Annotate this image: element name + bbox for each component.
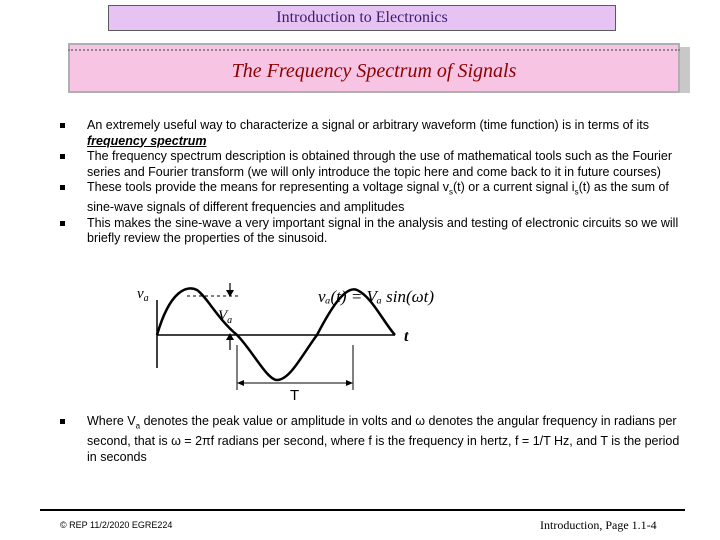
footer-page-number: Introduction, Page 1.1-4 (540, 518, 657, 532)
list-item: The frequency spectrum description is obtained through the use of mathematical tools such as the Fourier series and Fourier transform (we will only introduce the topic here and come back to it in future courses) (60, 149, 680, 180)
y-axis-label: $v_a$ (137, 286, 149, 304)
arrow-left-icon (237, 380, 244, 386)
arrow-right-icon (346, 380, 353, 386)
sinusoid-equation: vₐ(t) = Vₐ sin(ωt) (318, 287, 435, 306)
slide-title: The Frequency Spectrum of Signals (231, 60, 517, 82)
list-item: Where $V_a$ denotes the peak value or amplitude in volts and ω denotes the angular frequency in radians per second, that is ω = 2πf radians per second, where f is the frequency in hertz, f = 1/T Hz, and T is the period in seconds (60, 414, 680, 465)
footer-copyright: © REP 11/2/2020 EGRE224 (60, 520, 173, 530)
arrow-head-up-icon (226, 333, 234, 340)
list-item: An extremely useful way to characterize a signal or arbitrary waveform (time function) is in terms of its frequency spectrum (60, 118, 680, 149)
frequency-spectrum-term: frequency spectrum (87, 133, 207, 148)
bullet-icon (60, 419, 65, 424)
arrow-head-down-icon (226, 290, 234, 297)
amplitude-label: $V_a$ (218, 308, 233, 326)
header-banner: Introduction to Electronics (108, 5, 616, 31)
footer-divider (40, 509, 685, 511)
t-axis-label: t (404, 328, 409, 345)
list-item: These tools provide the means for representing a voltage signal $v_s(t)$ or a current signal $i_s(t)$ as the sum of sine-wave signals of different frequencies and amplitudes (60, 180, 680, 216)
period-label: T (290, 387, 300, 404)
list-item: This makes the sine-wave a very important signal in the analysis and testing of electronic circuits so we will briefly review the properties of the sinusoid. (60, 216, 680, 247)
